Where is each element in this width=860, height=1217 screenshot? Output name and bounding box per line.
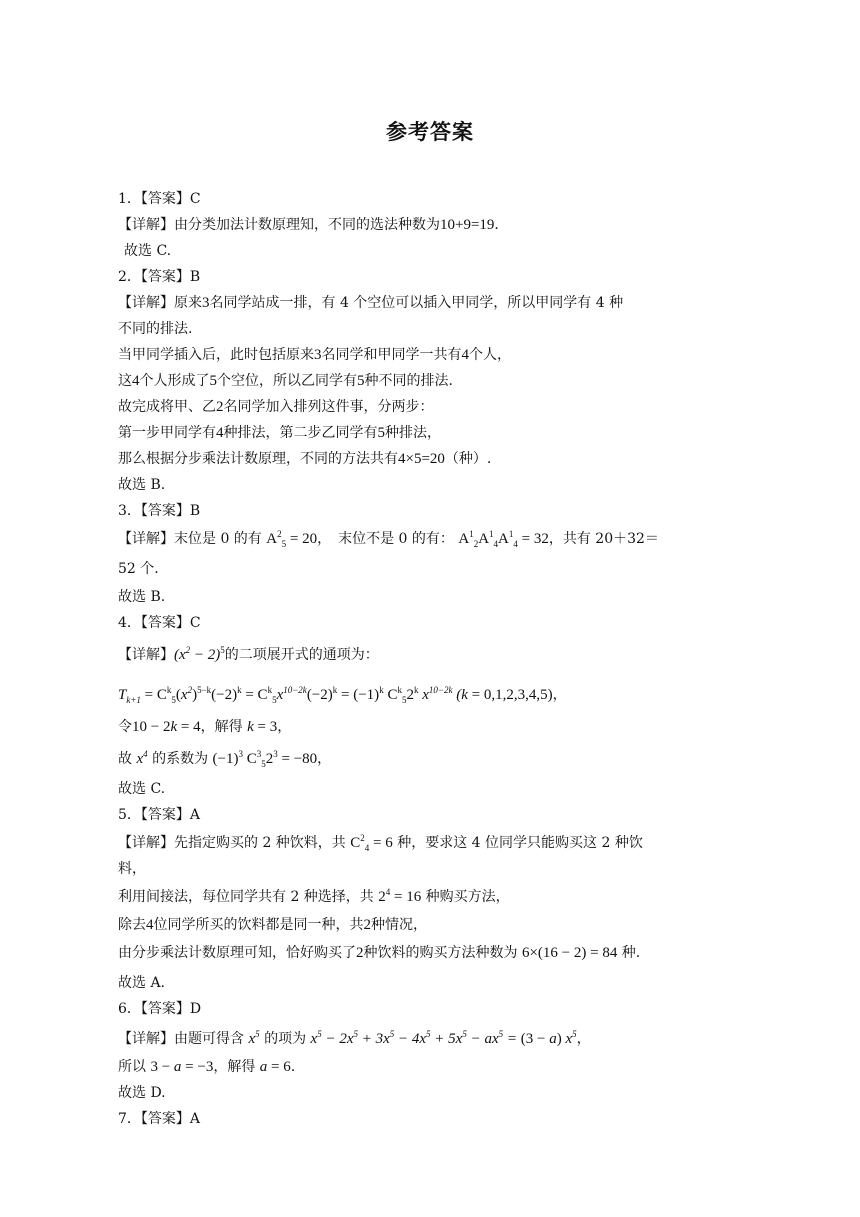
text-line: 故选 B. xyxy=(118,589,166,605)
text-line: 料， xyxy=(118,861,146,877)
text-line: 7．【答案】A xyxy=(118,1111,201,1127)
text-line: 【详解】先指定购买的 2 种饮料，共 $C^2_4 = 6$ 种，要求这 4 位同学只能购买这 2 种饮 xyxy=(118,833,643,853)
text-line: 故选 C. xyxy=(124,243,172,259)
text-line: 【详解】末位是 0 的有 $A^2_5 = 20$， 末位不是 0 的有： $A^1_2A^1_4A^1_4 = 32$，共有 20＋32＝ xyxy=(118,529,659,549)
text-line: 故选 C. xyxy=(118,781,166,797)
text-line: 那么根据分步乘法计数原理，不同的方法共有4×5=20（种）. xyxy=(118,451,492,467)
text-line: 所以 3 − a = −3，解得 a = 6. xyxy=(118,1059,296,1075)
text-line: 【详解】原来3名同学站成一排，有 4 个空位可以插入甲同学，所以甲同学有 4 种 xyxy=(118,295,624,311)
text-line: 除去4位同学所买的饮料都是同一种，共2种情况， xyxy=(118,917,427,933)
text-line: 第一步甲同学有4种排法，第二步乙同学有5种排法， xyxy=(118,425,441,441)
text-line: 【详解】由分类加法计数原理知，不同的选法种数为10+9=19． xyxy=(118,217,509,233)
text-line: 这4个人形成了5个空位，所以乙同学有5种不同的排法. xyxy=(118,373,453,389)
text-line: 由分步乘法计数原理可知，恰好购买了2种饮料的购买方法种数为 6×(16 − 2) = 84 种. xyxy=(118,945,641,961)
text-line: 当甲同学插入后，此时包括原来3名同学和甲同学一共有4个人， xyxy=(118,347,511,363)
text-line: 故选 B. xyxy=(118,477,166,493)
text-line: 4．【答案】C xyxy=(118,615,201,631)
text-line: 不同的排法. xyxy=(118,321,193,337)
text-line: 故完成将甲、乙2名同学加入排列这件事，分两步： xyxy=(118,399,434,415)
text-line: 2．【答案】B xyxy=(118,269,201,285)
text-line: 故选 D. xyxy=(118,1085,166,1101)
text-line: 故选 A. xyxy=(118,975,166,991)
text-line: 【详解】由题可得含 $x^5$ 的项为 $x^5 - 2x^5 + 3x^5 - 4x^5 + 5x^5 - ax^5 = (3 - a)$ $x^5$， xyxy=(118,1029,591,1047)
text-line: 6．【答案】D xyxy=(118,1001,202,1017)
text-line: 故 $x^4$ 的系数为 $(-1)^3$ $C^3_52^3 = -80$， xyxy=(118,749,332,769)
text-line: 利用间接法，每位同学共有 2 种选择，共 $2^4 = 16$ 种购买方法， xyxy=(118,887,510,905)
text-line: 3．【答案】B xyxy=(118,503,201,519)
page-title: 参考答案 xyxy=(386,120,474,144)
text-line: 52 个. xyxy=(118,561,159,577)
text-line: 【详解】$(x^2 - 2)^5$的二项展开式的通项为： xyxy=(118,645,379,663)
text-line: 1．【答案】C xyxy=(118,191,201,207)
text-line: $T_{k+1} = C^k_5(x^2)^{5-k}(-2)^k = C^k_5x^{10-2k}(-2)^k = (-1)^k$ $C^k_52^k$ $x^{10-2k}$ (k = 0,1,2,3,4,5)， xyxy=(118,685,567,705)
text-line: 5．【答案】A xyxy=(118,807,201,823)
text-line: 令10 − 2k = 4，解得 k = 3， xyxy=(118,719,292,735)
